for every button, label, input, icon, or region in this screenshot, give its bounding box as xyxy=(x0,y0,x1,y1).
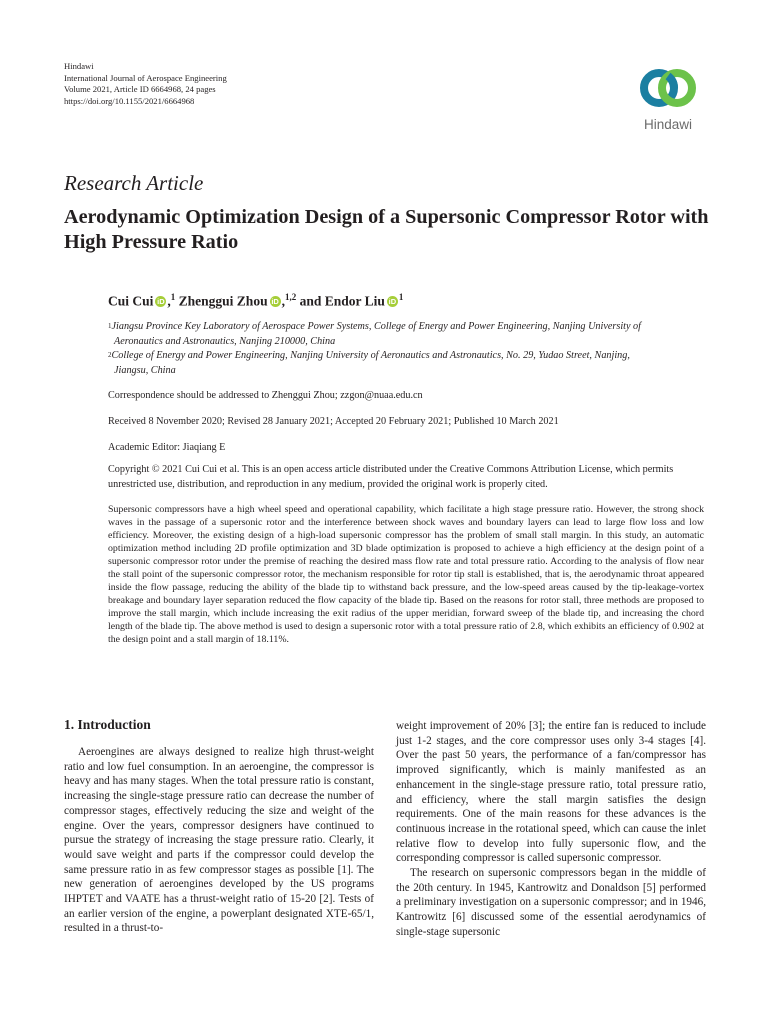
academic-editor: Academic Editor: Jiaqiang E xyxy=(108,442,226,453)
abstract: Supersonic compressors have a high wheel speed and operational capability, which facilitate a high stage pressure ratio. However, the strong shock waves in the passage of a supersonic rotor and the interference between shock waves and boundary layers can lead to large flow loss and low efficiency. Moreover, the existing design of a high-load supersonic compressor has the problem of small stall margin. In this study, an automatic optimization method including 2D profile optimization and 3D blade optimization is proposed to achieve a high efficiency at the design point of a supersonic compressor rotor under the premise of reaching the desired mass flow rate and total pressure ratio. According to the analysis of flow near the stall point of the supersonic compressor rotor, the mechanism responsible for rotor tip stall is established, that is, the aerodynamic throat appeared inside the flow passage, reducing the ability of the blade tip to withstand back pressure, and the low-speed areas caused by the tip-leakage-vortex breakage and boundary layer separation reduced the flow capacity of the blade tip. Based on the reasons for rotor stall, three methods are proposed to improve the stall margin, which include increasing the exit radius of the upper meridian, forward sweep of the blade tip, and increasing the chord length of the blade tip. The above method is used to design a supersonic rotor with a total pressure ratio of 2.8, which exhibits an efficiency of 0.902 at the design point and a stall margin of 18.11%. xyxy=(108,504,704,645)
paragraph: The research on supersonic compressors began in the middle of the 20th century. In 1945, Kantrowitz and Donaldson [5] performed a preliminary investigation on a supersonic compressor; and in 1946, Kantrowitz [6] discussed some of the essential aerodynamics of single-stage supersonic xyxy=(396,867,706,938)
hindawi-logo-icon xyxy=(638,60,698,116)
author-name: Cui Cui xyxy=(108,293,154,309)
doi-link[interactable]: https://doi.org/10.1155/2021/6664968 xyxy=(64,95,195,106)
author-separator: , xyxy=(167,293,171,309)
affiliation-text: Jiangsu Province Key Laboratory of Aerospace Power Systems, College of Energy and Power Engineering, Nanjing University of xyxy=(111,321,641,332)
author-affiliation-mark: 1,2 xyxy=(284,292,297,302)
right-column xyxy=(396,719,706,940)
orcid-icon[interactable]: iD xyxy=(271,296,279,306)
affiliation-text: Jiangsu, China xyxy=(114,364,176,376)
orcid-icon[interactable]: iD xyxy=(157,296,165,306)
affiliation-number: 2 xyxy=(108,351,112,359)
copyright-notice: Copyright © 2021 Cui Cui et al. This is an open access article distributed under the Creative Commons Attribution License, which permits unrestricted use, distribution, and reproduction in any medium, provided the original work is properly cited. xyxy=(108,464,674,490)
author-list: Cui Cui iD ,$^1$ Zhenggui Zhou iD ,$^{1,2}$ and Endor Liu iD $^1$ xyxy=(108,292,404,309)
paragraph: weight improvement of 20% [3]; the entire fan is reduced to include just 1-2 stages, and the core compressor uses only 3-4 stages [4]. Over the past 50 years, the performance of a fan/compressor has improved significantly, which is mainly manifested as an enhancement in the single-stage pressure ratio, total pressure ratio, and efficiency, where the stall margin satisfies the design requirements. One of the main reasons for these advances is the continuous increase in the rotational speed, which can cause the inlet relative flow to develop into fully supersonic flow, and the corresponding compressor is called supersonic compressor. xyxy=(396,720,706,865)
section-heading: 1. Introduction xyxy=(64,717,151,732)
left-column xyxy=(64,745,374,936)
journal-info xyxy=(64,61,227,107)
correspondence: Correspondence should be addressed to Zhenggui Zhou; zzgon@nuaa.edu.cn xyxy=(108,390,423,401)
logo-text: Hindawi xyxy=(643,117,693,132)
affiliation-text: College of Energy and Power Engineering, Nanjing University of Aeronautics and Astronautics, No. 29, Yudao Street, Nanjing, xyxy=(111,350,630,361)
volume-line: Volume 2021, Article ID 6664968, 24 pages xyxy=(64,84,216,95)
orcid-icon[interactable]: iD xyxy=(388,296,397,306)
author-name: Endor Liu xyxy=(324,293,385,309)
affiliation-text: Aeronautics and Astronautics, Nanjing 210000, China xyxy=(114,335,336,347)
hindawi-logo xyxy=(628,60,708,136)
author-affiliation-mark: 1 xyxy=(398,292,404,302)
author-separator: and xyxy=(296,293,322,309)
affiliation-number: 1 xyxy=(108,322,112,330)
author-affiliation-mark: 1 xyxy=(170,292,176,302)
publisher-name: Hindawi xyxy=(64,61,94,71)
paper-title: Aerodynamic Optimization Design of a Supersonic Compressor Rotor with High Pressure Ratio xyxy=(64,206,709,253)
affiliation-2 xyxy=(108,349,708,378)
publication-dates: Received 8 November 2020; Revised 28 January 2021; Accepted 20 February 2021; Published 10 March 2021 xyxy=(108,416,559,427)
paragraph: Aeroengines are always designed to realize high thrust-weight ratio and low fuel consumption. In an aeroengine, the compressor is heavy and has many stages. When the total pressure ratio is constant, increasing the single-stage pressure ratio can decrease the number of compressor stages, effectively reducing the size and weight of the engine. Over the years, compressor designers have continued to pursue the strategy of increasing the stage pressure ratio. Clearly, it would save weight and parts if the compressor could develop the same pressure ratio in as few compressor stages as possible [1]. The new generation of aeroengines developed by the US programs IHPTET and VAATE has a thrust-weight ratio of 15-20 [2]. Tests of an earlier version of the engine, a powerplant designated XTE-65/1, resulted in a thrust-to- xyxy=(64,746,374,935)
author-name: Zhenggui Zhou xyxy=(178,293,268,309)
journal-name: International Journal of Aerospace Engineering xyxy=(64,72,227,83)
article-type: Research Article xyxy=(64,171,204,195)
affiliation-1 xyxy=(108,320,708,349)
